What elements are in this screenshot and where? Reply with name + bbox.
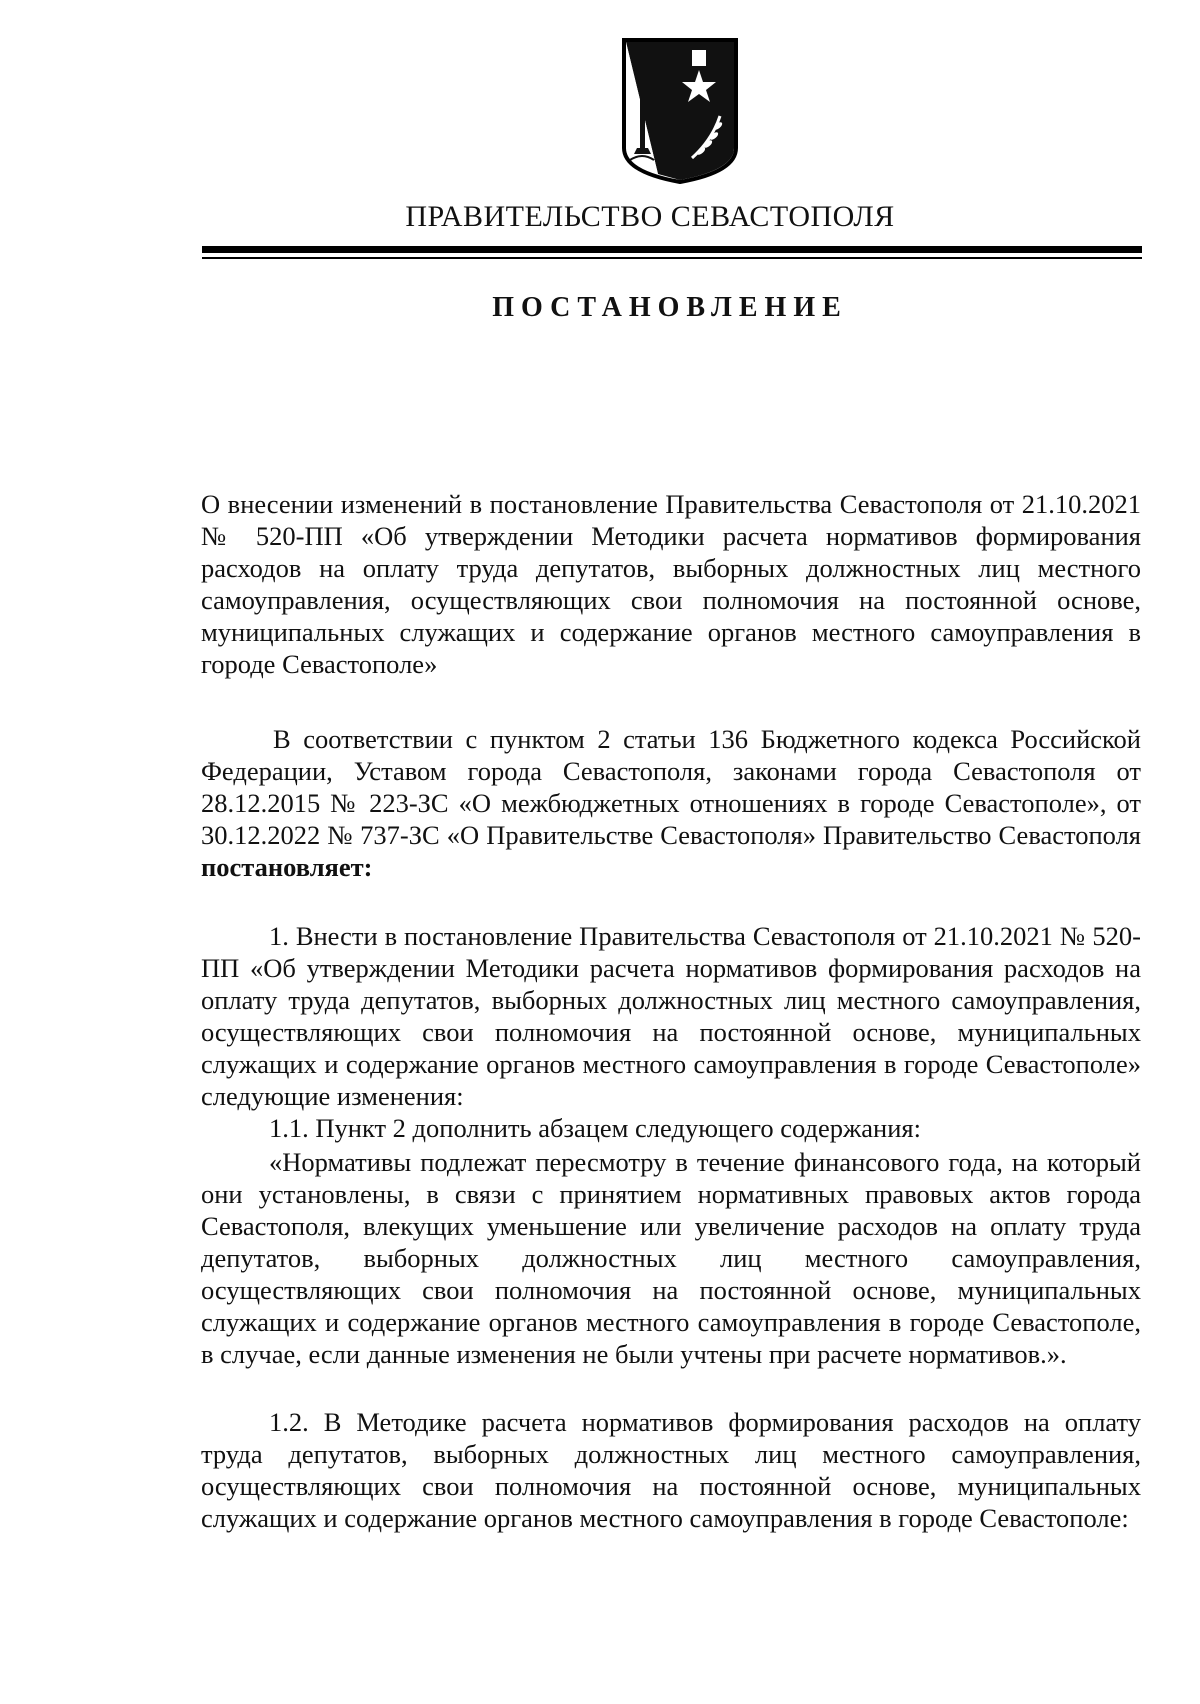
resolves-keyword: постановляет:: [201, 852, 373, 882]
government-name: ПРАВИТЕЛЬСТВО СЕВАСТОПОЛЯ: [405, 200, 895, 233]
item-1-2: 1.2. В Методике расчета нормативов формирования расходов на оплату труда депутатов, выборных должностных лиц местного самоуправления, осуществляющих свои полномочия на постоянной основе, муниципальных служащих и содержание органов местного самоуправления в городе Севастополе:: [201, 1407, 1141, 1533]
item-1-1-quote: «Нормативы подлежат пересмотру в течение финансового года, на который они установлены, в связи с принятием нормативных правовых актов города Севастополя, влекущих уменьшение или увеличение расходов на оплату труда депутатов, выборных должностных лиц местного самоуправления, осуществляющих свои полномочия на постоянной основе, муниципальных служащих и содержание органов местного самоуправления в городе Севастополе, в случае, если данные изменения не были учтены при расчете нормативов.».: [201, 1147, 1141, 1369]
document-subject: О внесении изменений в постановление Правительства Севастополя от 21.10.2021 № 520-ПП «Об утверждении Методики расчета нормативов формирования расходов на оплату труда депутатов, выборных должностных лиц местного самоуправления, осуществляющих свои полномочия на постоянной основе, муниципальных служащих и содержание органов местного самоуправления в городе Севастополе»: [201, 489, 1141, 679]
document-type-title: ПОСТАНОВЛЕНИЕ: [492, 292, 848, 323]
item-1-1: 1.1. Пункт 2 дополнить абзацем следующего содержания:: [269, 1113, 921, 1143]
sevastopol-coat-of-arms-icon: [620, 36, 740, 186]
item-1: 1. Внести в постановление Правительства Севастополя от 21.10.2021 № 520-ПП «Об утверждении Методики расчета нормативов формирования расходов на оплату труда депутатов, выборных должностных лиц местного самоуправления, осуществляющих свои полномочия на постоянной основе, муниципальных служащих и содержание органов местного самоуправления в городе Севастополе» следующие изменения:: [201, 921, 1141, 1111]
legal-basis-paragraph: [201, 723, 1141, 883]
legal-basis-text: В соответствии с пунктом 2 статьи 136 Бюджетного кодекса Российской Федерации, Уставом города Севастополя, законами города Севастополя от 28.12.2015 № 223-ЗС «О межбюджетных отношениях в городе Севастополе», от 30.12.2022 № 737-ЗС «О Правительстве Севастополя» Правительство Севастополя: [201, 724, 1141, 850]
header-rule-thick: [202, 246, 1142, 253]
header-rule-thin: [202, 257, 1142, 259]
